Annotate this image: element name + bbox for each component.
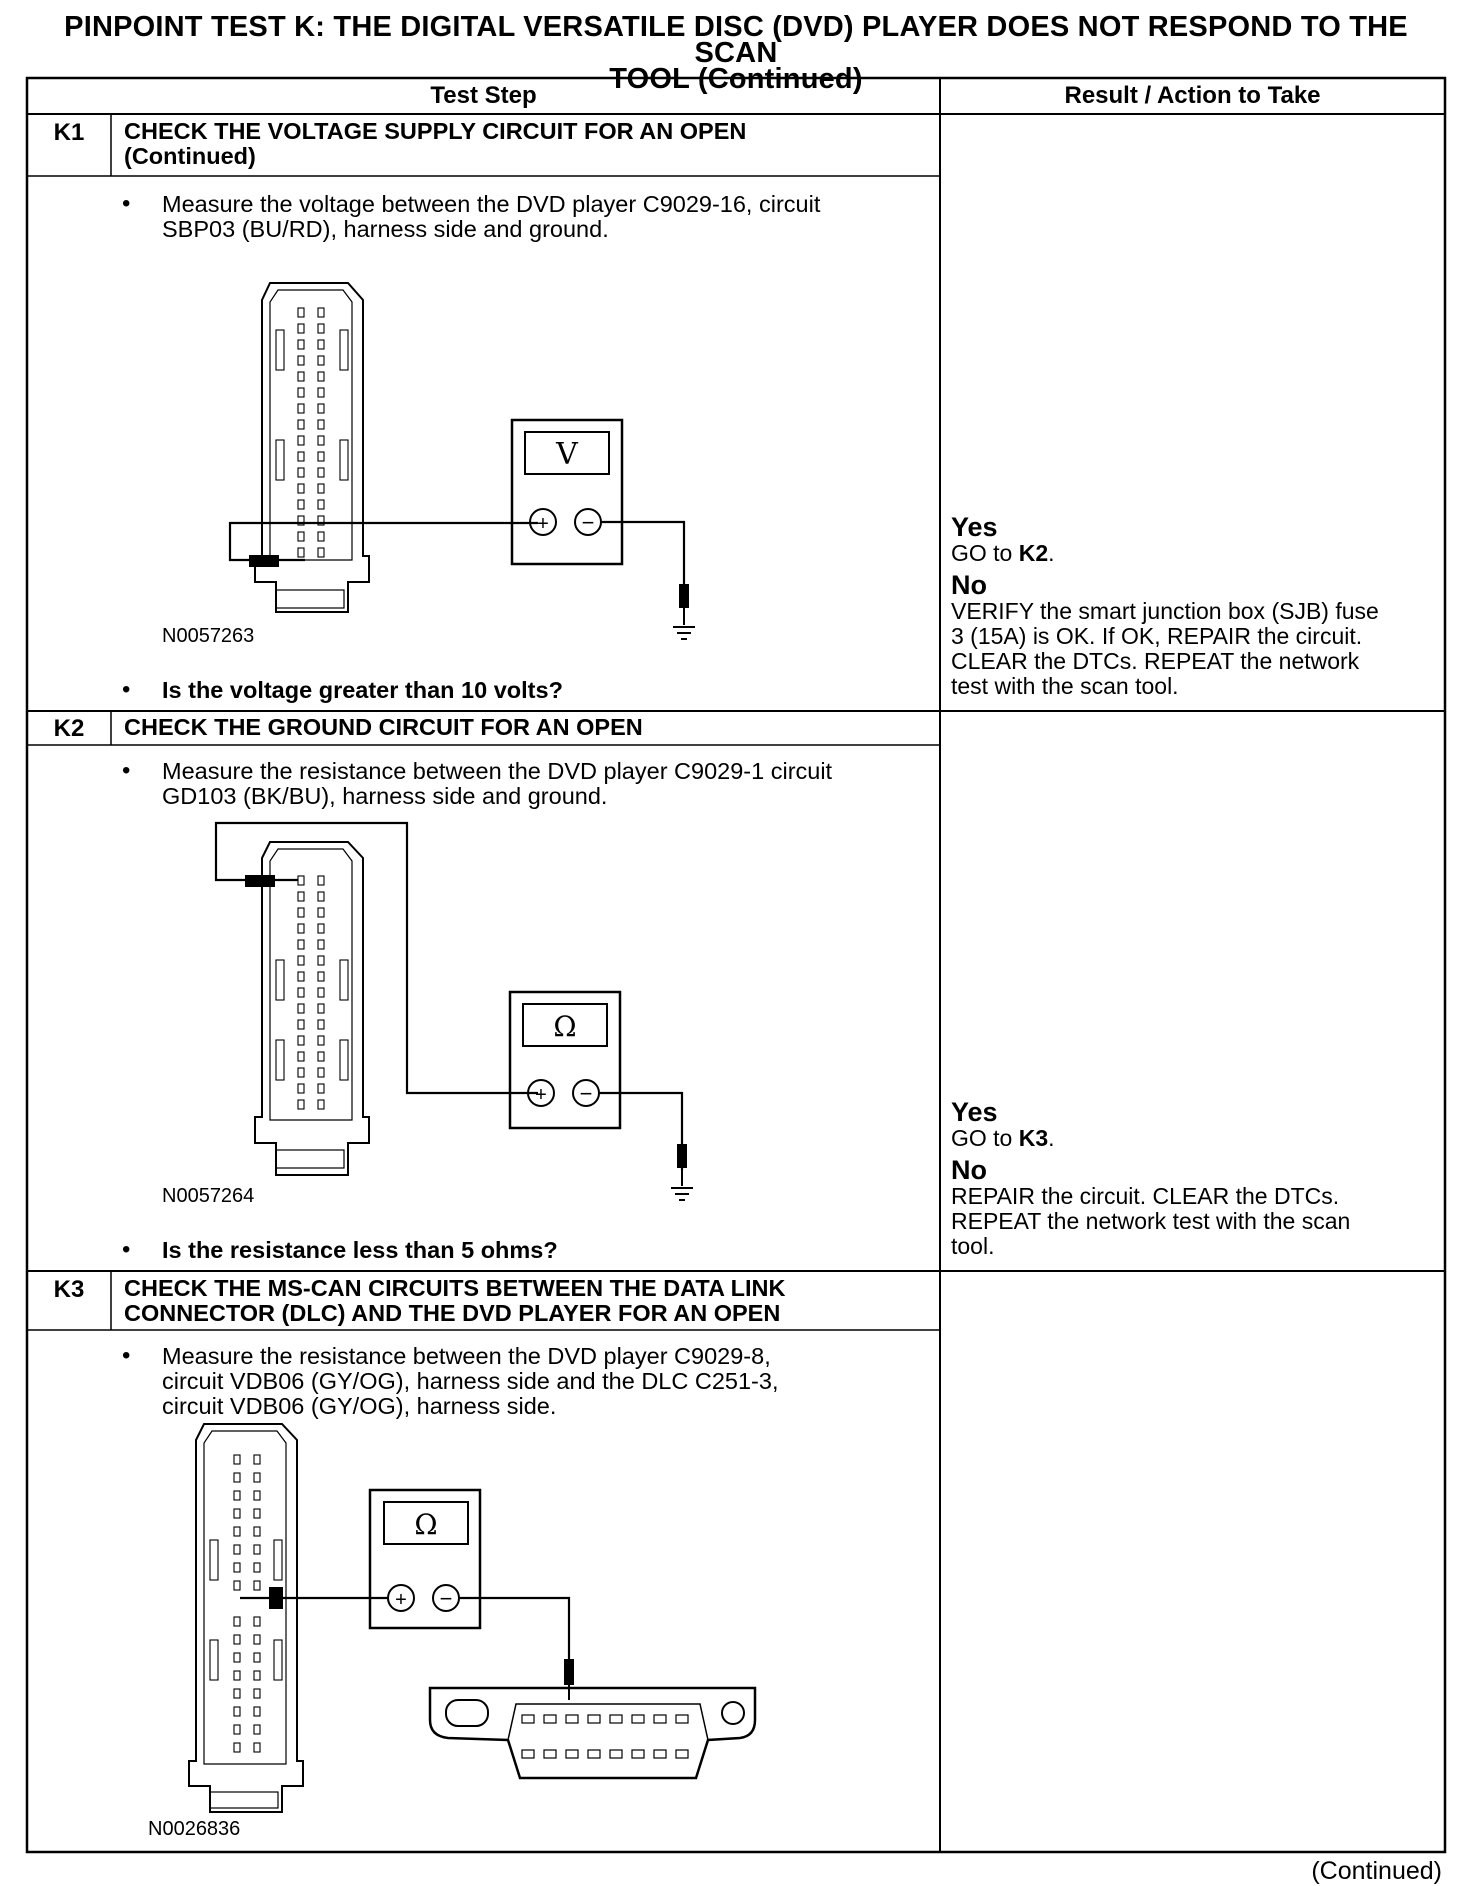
k3-instruction-line-1: Measure the resistance between the DVD player C9029-8, (162, 1343, 771, 1369)
k2-minus-terminal: − (579, 1081, 593, 1106)
k2-yes-target: K3 (1018, 1125, 1049, 1151)
k3-bullet-1: • (122, 1342, 131, 1369)
k2-instruction-line-2: GD103 (BK/BU), harness side and ground. (162, 783, 608, 809)
k3-meter-symbol: Ω (414, 1508, 438, 1541)
k2-connector-diagram (216, 823, 693, 1200)
step-id-k2: K2 (53, 715, 85, 742)
k2-result (951, 1099, 1441, 1259)
step-id-k3: K3 (53, 1276, 85, 1303)
k2-instruction-line-1: Measure the resistance between the DVD player C9029-1 circuit (162, 758, 833, 784)
k1-title-line-1: CHECK THE VOLTAGE SUPPLY CIRCUIT FOR AN OPEN (124, 118, 747, 144)
k1-no-line-1: VERIFY the smart junction box (SJB) fuse (951, 598, 1379, 624)
k1-bullet-2: • (122, 676, 131, 703)
k2-yes-action-text: GO to (951, 1125, 1019, 1151)
k1-instruction (162, 192, 820, 242)
step-id-k1: K1 (53, 119, 85, 146)
k1-title (124, 119, 746, 169)
k1-yes-label: Yes (951, 512, 998, 542)
k1-yes-action (951, 541, 1441, 566)
k2-plus-terminal: + (535, 1084, 547, 1106)
k1-instruction-line-1: Measure the voltage between the DVD player C9029-16, circuit (162, 191, 821, 217)
k3-title-line-1: CHECK THE MS-CAN CIRCUITS BETWEEN THE DATA LINK (124, 1275, 786, 1301)
k1-no-label: No (951, 570, 987, 600)
k1-yes-target: K2 (1018, 540, 1049, 566)
k1-no-line-3: CLEAR the DTCs. REPEAT the network (951, 648, 1360, 674)
k2-meter-symbol: Ω (553, 1010, 577, 1043)
k1-instruction-line-2: SBP03 (BU/RD), harness side and ground. (162, 216, 609, 242)
k2-no-label: No (951, 1155, 987, 1185)
k1-yes-suffix: . (1048, 540, 1055, 566)
k1-question: Is the voltage greater than 10 volts? (162, 677, 563, 703)
header-result: Result / Action to Take (1064, 82, 1321, 109)
header-test-step: Test Step (430, 82, 537, 109)
k1-title-line-2: (Continued) (124, 143, 256, 169)
k1-no-line-2: 3 (15A) is OK. If OK, REPAIR the circuit. (951, 623, 1363, 649)
k2-yes-action (951, 1126, 1441, 1151)
k3-minus-terminal: − (439, 1586, 453, 1611)
k3-instruction-line-3: circuit VDB06 (GY/OG), harness side. (162, 1393, 557, 1419)
k3-title-line-2: CONNECTOR (DLC) AND THE DVD PLAYER FOR AN OPEN (124, 1300, 781, 1326)
k3-plus-terminal: + (395, 1589, 407, 1611)
k2-no-line-2: REPEAT the network test with the scan (951, 1208, 1351, 1234)
k3-instruction-line-2: circuit VDB06 (GY/OG), harness side and the DLC C251-3, (162, 1368, 779, 1394)
k2-figure-id: N0057264 (162, 1185, 255, 1207)
k1-figure-id: N0057263 (162, 625, 255, 647)
title-line-2: TOOL (Continued) (609, 63, 863, 95)
k1-yes-action-text: GO to (951, 540, 1019, 566)
k3-title (124, 1276, 785, 1326)
k2-title: CHECK THE GROUND CIRCUIT FOR AN OPEN (124, 714, 643, 740)
k1-result (951, 514, 1441, 699)
k2-question: Is the resistance less than 5 ohms? (162, 1237, 558, 1263)
k2-yes-label: Yes (951, 1097, 998, 1127)
k1-meter-symbol: V (556, 437, 578, 472)
k2-bullet-1: • (122, 757, 131, 784)
k2-instruction (162, 759, 832, 809)
k2-yes-suffix: . (1048, 1125, 1055, 1151)
continued-footer: (Continued) (1311, 1857, 1442, 1885)
k3-figure-id: N0026836 (148, 1818, 241, 1840)
k1-plus-terminal: + (537, 513, 549, 535)
k1-no-line-4: test with the scan tool. (951, 673, 1179, 699)
k1-minus-terminal: − (581, 510, 595, 535)
k2-no-line-3: tool. (951, 1233, 995, 1259)
k1-bullet-1: • (122, 190, 131, 217)
k3-instruction (162, 1344, 779, 1419)
title-line-1: PINPOINT TEST K: THE DIGITAL VERSATILE DISC (DVD) PLAYER DOES NOT RESPOND TO THE SCAN (64, 11, 1408, 69)
k3-connector-diagram (189, 1424, 755, 1812)
k1-connector-diagram (230, 283, 695, 639)
k2-bullet-2: • (122, 1236, 131, 1263)
k2-no-line-1: REPAIR the circuit. CLEAR the DTCs. (951, 1183, 1340, 1209)
